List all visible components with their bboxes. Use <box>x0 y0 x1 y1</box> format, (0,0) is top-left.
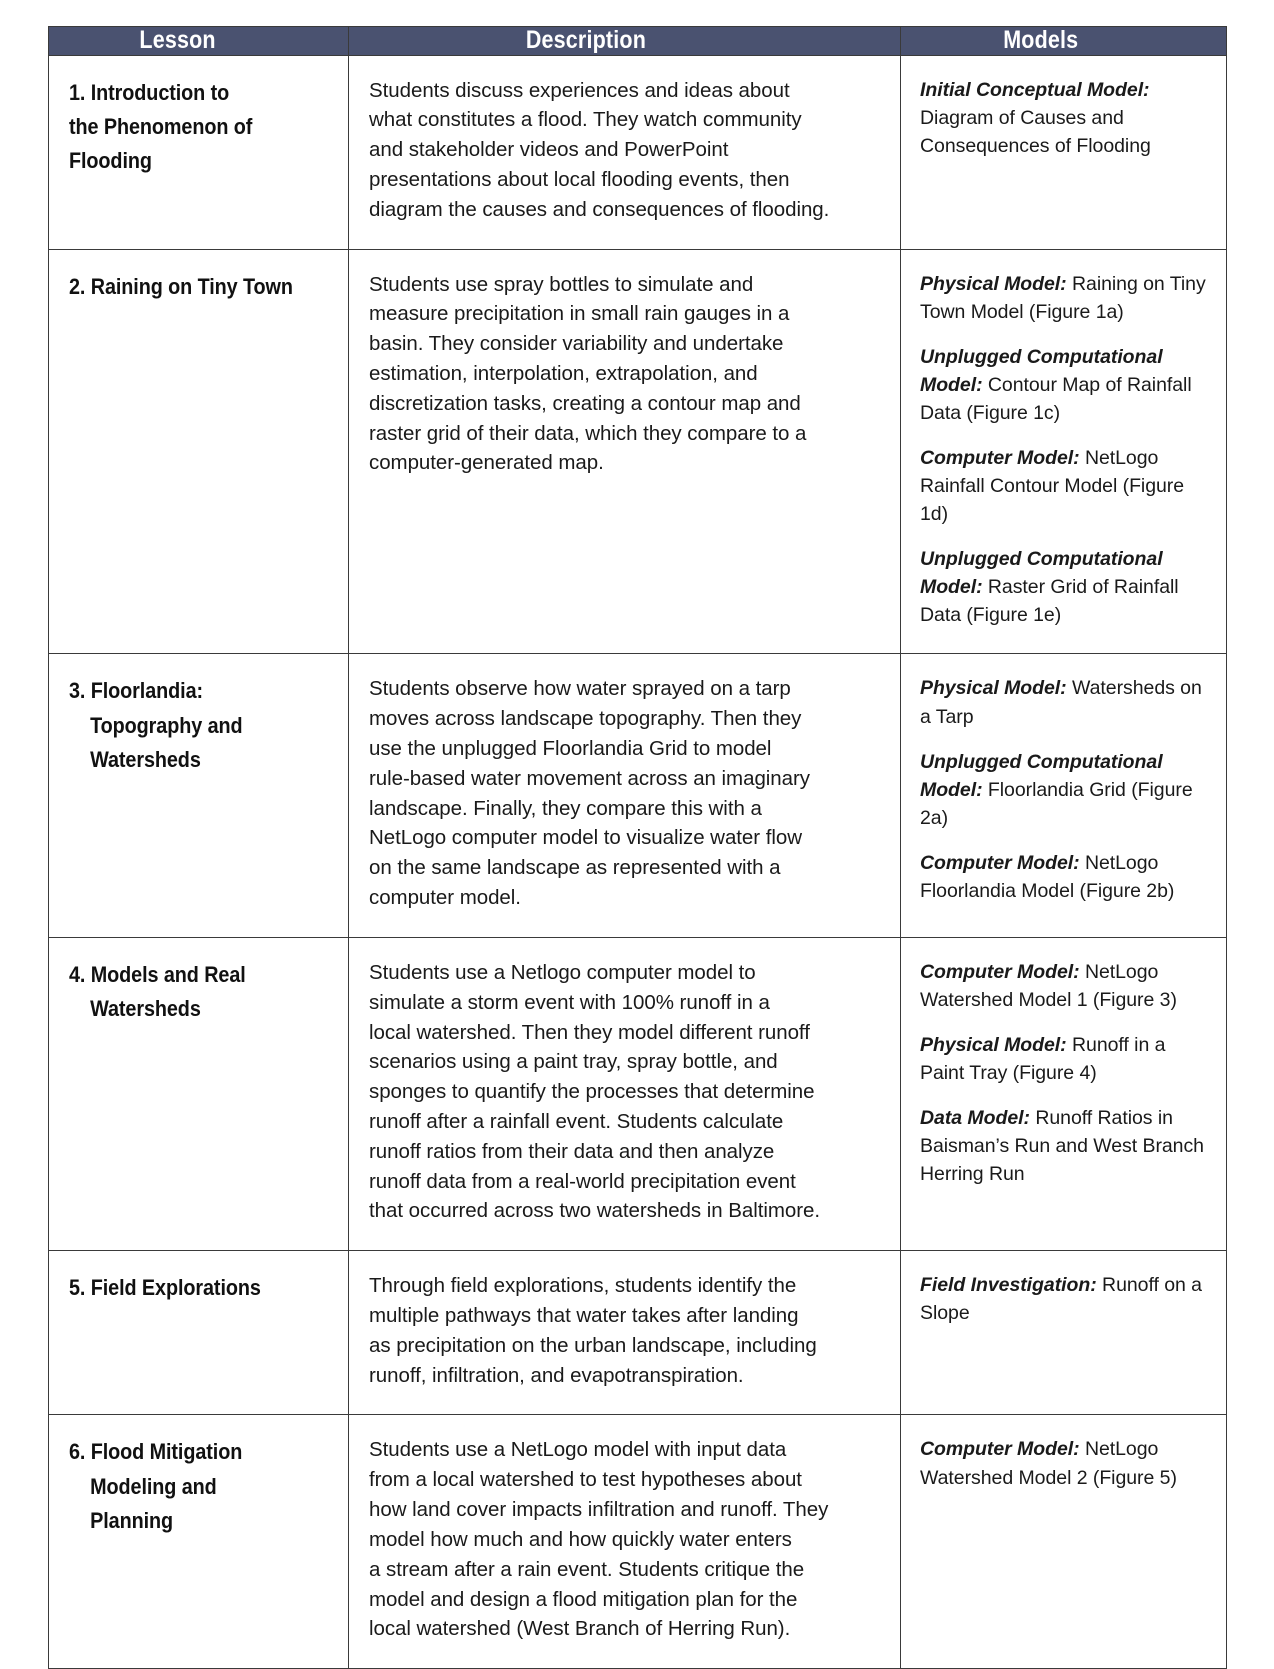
model-type-label: Physical Model: <box>920 677 1067 700</box>
description-line: use the unplugged Floorlandia Grid to model <box>369 737 772 761</box>
lesson-overview-table <box>48 26 1227 1669</box>
table-row <box>49 55 1227 249</box>
table-body <box>49 55 1227 1669</box>
header-row <box>49 27 1227 56</box>
column-header-description-label: Description <box>525 26 647 54</box>
description-line: scenarios using a paint tray, spray bottle, and <box>369 1050 778 1074</box>
description-line: Students observe how water sprayed on a tarp <box>369 677 791 701</box>
lesson-title-line: the Phenomenon of <box>69 113 253 139</box>
description-line: basin. They consider variability and undertake <box>369 332 784 356</box>
lesson-title-line: 3. Floorlandia: <box>69 678 203 704</box>
table-row <box>49 249 1227 654</box>
model-entry <box>920 674 1212 730</box>
column-header-models <box>901 27 1227 56</box>
description-cell <box>349 249 901 654</box>
models-cell <box>901 1415 1227 1669</box>
model-entry <box>920 76 1212 160</box>
description-line: rule-based water movement across an imaginary <box>369 766 810 790</box>
description-line: moves across landscape topography. Then they <box>369 707 802 731</box>
lesson-title-line: 1. Introduction to <box>69 79 230 105</box>
description-line: a stream after a rain event. Students critique the <box>369 1557 805 1581</box>
description-line: runoff, infiltration, and evapotranspiration. <box>369 1363 744 1387</box>
description-line: what constitutes a flood. They watch community <box>369 108 802 132</box>
description-line: sponges to quantify the processes that determine <box>369 1080 815 1104</box>
lesson-title <box>69 1271 334 1305</box>
description-line: NetLogo computer model to visualize water flow <box>369 826 802 850</box>
models-cell <box>901 937 1227 1250</box>
description-text <box>369 1271 878 1390</box>
description-line: local watershed. Then they model different runoff <box>369 1020 810 1044</box>
description-line: diagram the causes and consequences of flooding. <box>369 197 830 221</box>
lesson-title-line: Flooding <box>69 147 152 173</box>
description-cell <box>349 1415 901 1669</box>
model-entry <box>920 270 1212 326</box>
table-row <box>49 937 1227 1250</box>
lesson-cell <box>49 55 349 249</box>
model-type-label: Computer Model: <box>920 960 1080 983</box>
lesson-title <box>69 674 334 777</box>
description-line: on the same landscape as represented with a <box>369 856 781 880</box>
model-type-label: Initial Conceptual Model: <box>920 78 1150 101</box>
lesson-cell <box>49 1415 349 1669</box>
description-line: and stakeholder videos and PowerPoint <box>369 138 729 162</box>
description-line: from a local watershed to test hypotheses about <box>369 1468 802 1492</box>
model-description: NetLogo Floorlandia Model (Figure 2b) <box>920 851 1175 902</box>
description-line: simulate a storm event with 100% runoff in a <box>369 990 770 1014</box>
description-text <box>369 958 878 1226</box>
model-description: Runoff in a Paint Tray (Figure 4) <box>920 1034 1166 1085</box>
lesson-title-line: Topography and <box>90 712 243 738</box>
lesson-title-line: Planning <box>90 1507 174 1533</box>
description-line: that occurred across two watersheds in Baltimore. <box>369 1199 821 1223</box>
description-line: presentations about local flooding events, then <box>369 167 790 191</box>
description-cell <box>349 1251 901 1415</box>
description-text <box>369 1435 878 1644</box>
lesson-title <box>69 76 334 179</box>
description-line: how land cover impacts infiltration and runoff. They <box>369 1498 829 1522</box>
model-description: Raster Grid of Rainfall Data (Figure 1e) <box>920 576 1179 627</box>
lesson-title <box>69 958 334 1026</box>
description-line: runoff data from a real-world precipitation event <box>369 1169 796 1193</box>
description-cell <box>349 937 901 1250</box>
model-description: Diagram of Causes and Consequences of Flooding <box>920 106 1151 157</box>
model-type-label: Computer Model: <box>920 446 1080 469</box>
lesson-title-line: 6. Flood Mitigation <box>69 1439 243 1465</box>
model-type-label: Unplugged Computational Model: <box>920 750 1163 801</box>
model-type-label: Data Model: <box>920 1107 1030 1130</box>
lesson-cell <box>49 654 349 938</box>
model-type-label: Computer Model: <box>920 1438 1080 1461</box>
lesson-title-line: Modeling and <box>90 1473 217 1499</box>
model-entry <box>920 444 1212 528</box>
description-line: landscape. Finally, they compare this with a <box>369 796 762 820</box>
description-line: discretization tasks, creating a contour map and <box>369 391 801 415</box>
description-line: model and design a flood mitigation plan for the <box>369 1587 798 1611</box>
models-cell <box>901 654 1227 938</box>
model-description: NetLogo Watershed Model 2 (Figure 5) <box>920 1438 1177 1489</box>
model-description: Watersheds on a Tarp <box>920 677 1202 728</box>
description-line: model how much and how quickly water enters <box>369 1527 792 1551</box>
description-line: computer-generated map. <box>369 451 604 475</box>
description-line: multiple pathways that water takes after landing <box>369 1304 799 1328</box>
model-entry <box>920 748 1212 832</box>
description-line: computer model. <box>369 886 521 910</box>
lesson-title <box>69 270 334 304</box>
description-text <box>369 674 878 913</box>
model-type-label: Field Investigation: <box>920 1274 1097 1297</box>
description-cell <box>349 55 901 249</box>
lesson-title-line: 2. Raining on Tiny Town <box>69 273 293 299</box>
description-line: runoff after a rainfall event. Students calculate <box>369 1109 784 1133</box>
model-entry <box>920 958 1212 1014</box>
description-line: local watershed (West Branch of Herring Run). <box>369 1617 791 1641</box>
model-entry <box>920 1435 1212 1491</box>
lesson-title-line: 4. Models and Real <box>69 961 246 987</box>
lesson-cell <box>49 249 349 654</box>
model-type-label: Unplugged Computational Model: <box>920 345 1163 396</box>
description-line: Through field explorations, students identify the <box>369 1274 797 1298</box>
model-description: Runoff Ratios in Baisman’s Run and West Branch Herring Run <box>920 1107 1204 1186</box>
column-header-models-label: Models <box>1003 26 1079 54</box>
description-line: runoff ratios from their data and then analyze <box>369 1139 775 1163</box>
model-entry <box>920 1271 1212 1327</box>
model-description: NetLogo Rainfall Contour Model (Figure 1d) <box>920 446 1185 526</box>
model-description: Floorlandia Grid (Figure 2a) <box>920 778 1193 829</box>
description-line: as precipitation on the urban landscape, including <box>369 1333 817 1357</box>
models-cell <box>901 249 1227 654</box>
model-description: Contour Map of Rainfall Data (Figure 1c) <box>920 373 1192 424</box>
description-line: Students use a Netlogo computer model to <box>369 960 756 984</box>
column-header-lesson-label: Lesson <box>139 26 216 54</box>
column-header-lesson <box>49 27 349 56</box>
lesson-cell <box>49 937 349 1250</box>
model-description: Runoff on a Slope <box>920 1274 1202 1325</box>
description-line: estimation, interpolation, extrapolation, and <box>369 362 758 385</box>
models-cell <box>901 55 1227 249</box>
description-line: Students discuss experiences and ideas about <box>369 78 790 102</box>
model-type-label: Physical Model: <box>920 272 1067 295</box>
model-type-label: Unplugged Computational Model: <box>920 548 1163 599</box>
description-line: measure precipitation in small rain gauges in a <box>369 302 790 326</box>
lesson-title-line: Watersheds <box>90 746 201 772</box>
model-entry <box>920 545 1212 629</box>
table-header <box>49 27 1227 56</box>
lesson-title <box>69 1435 334 1538</box>
description-text <box>369 270 878 479</box>
model-entry <box>920 1104 1212 1188</box>
lesson-title-line: 5. Field Explorations <box>69 1275 261 1301</box>
lesson-cell <box>49 1251 349 1415</box>
table-row <box>49 654 1227 938</box>
column-header-description <box>349 27 901 56</box>
description-text <box>369 76 878 225</box>
table-row <box>49 1415 1227 1669</box>
model-type-label: Physical Model: <box>920 1034 1067 1057</box>
description-line: raster grid of their data, which they compare to a <box>369 421 807 445</box>
model-entry <box>920 849 1212 905</box>
description-line: Students use spray bottles to simulate and <box>369 272 754 296</box>
model-entry <box>920 1031 1212 1087</box>
lesson-title-line: Watersheds <box>90 996 201 1022</box>
description-line: Students use a NetLogo model with input data <box>369 1438 787 1462</box>
model-entry <box>920 343 1212 427</box>
model-description: Raining on Tiny Town Model (Figure 1a) <box>920 272 1206 323</box>
table-row <box>49 1251 1227 1415</box>
description-cell <box>349 654 901 938</box>
model-type-label: Computer Model: <box>920 851 1080 874</box>
model-description: NetLogo Watershed Model 1 (Figure 3) <box>920 960 1177 1011</box>
models-cell <box>901 1251 1227 1415</box>
